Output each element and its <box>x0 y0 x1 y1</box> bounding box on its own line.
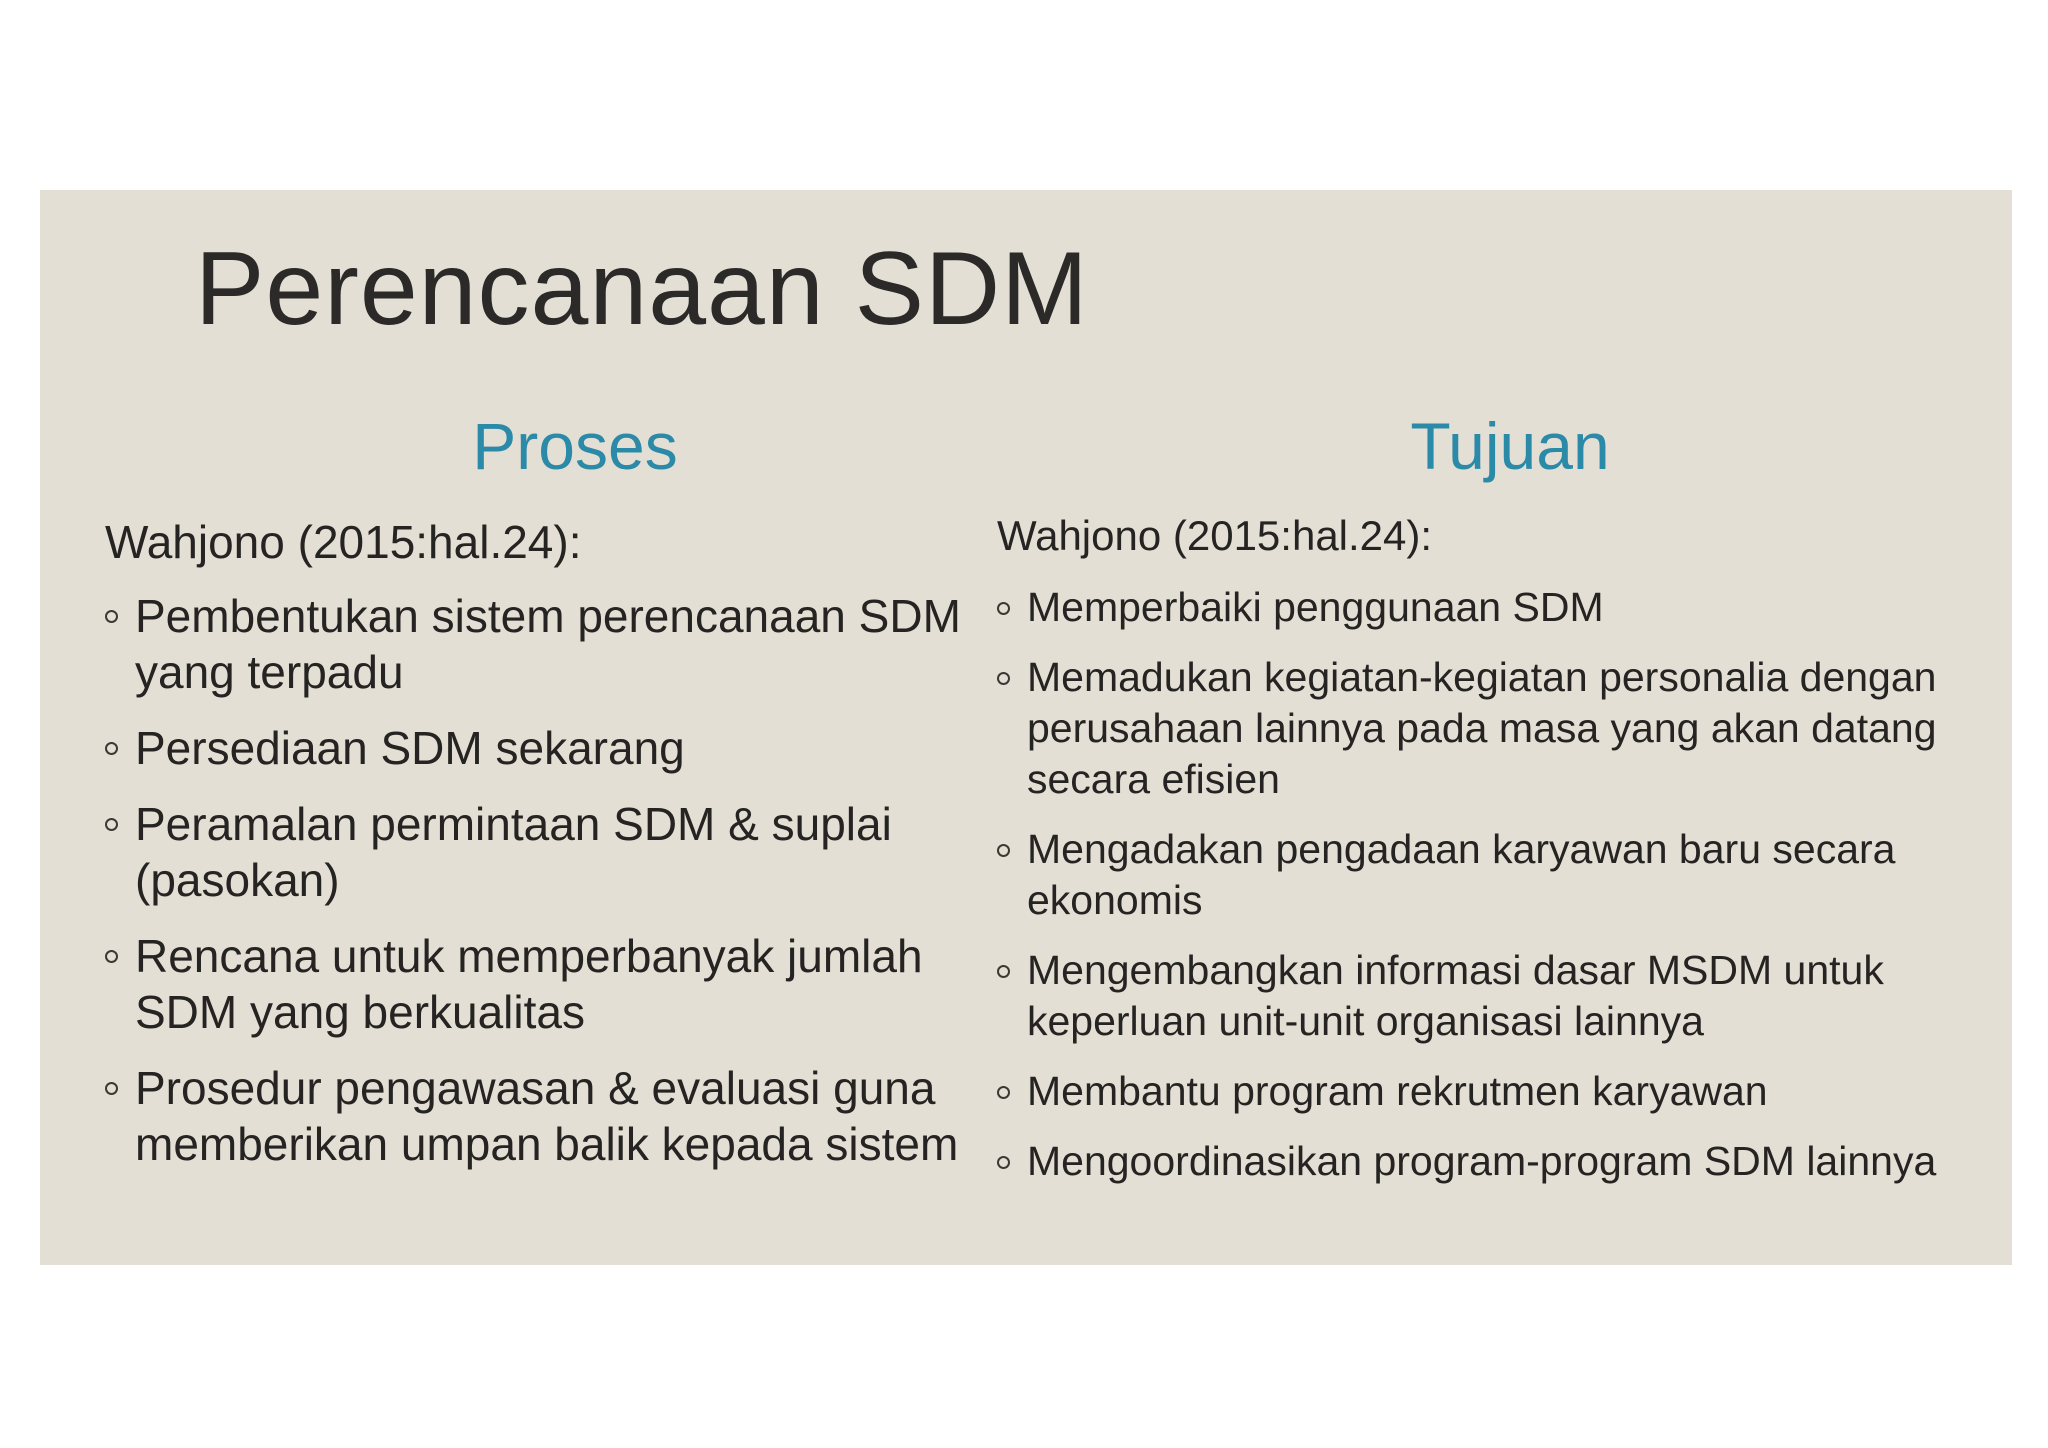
proses-item: Peramalan permintaan SDM & suplai (pasokan) <box>105 796 985 908</box>
tujuan-heading: Tujuan <box>1410 409 1610 483</box>
tujuan-item: Mengoordinasikan program-program SDM lainnya <box>997 1136 1957 1187</box>
tujuan-item: Memperbaiki penggunaan SDM <box>997 582 1957 633</box>
tujuan-item: Mengadakan pengadaan karyawan baru secara ekonomis <box>997 824 1957 926</box>
tujuan-item: Memadukan kegiatan-kegiatan personalia dengan perusahaan lainnya pada masa yang akan datang secara efisien <box>997 652 1957 805</box>
tujuan-item: Membantu program rekrutmen karyawan <box>997 1066 1957 1117</box>
slide-title: Perencanaan SDM <box>195 231 1089 347</box>
proses-item: Persediaan SDM sekarang <box>105 720 985 776</box>
tujuan-item: Mengembangkan informasi dasar MSDM untuk keperluan unit-unit organisasi lainnya <box>997 945 1957 1047</box>
tujuan-list <box>997 582 1957 1206</box>
proses-heading: Proses <box>472 409 678 483</box>
proses-item: Pembentukan sistem perencanaan SDM yang terpadu <box>105 588 985 700</box>
tujuan-source: Wahjono (2015:hal.24): <box>997 512 1433 559</box>
proses-source: Wahjono (2015:hal.24): <box>105 516 582 568</box>
proses-item: Rencana untuk memperbanyak jumlah SDM yang berkualitas <box>105 928 985 1040</box>
slide <box>40 190 2012 1265</box>
proses-list <box>105 588 985 1192</box>
proses-item: Prosedur pengawasan & evaluasi guna memberikan umpan balik kepada sistem <box>105 1060 985 1172</box>
